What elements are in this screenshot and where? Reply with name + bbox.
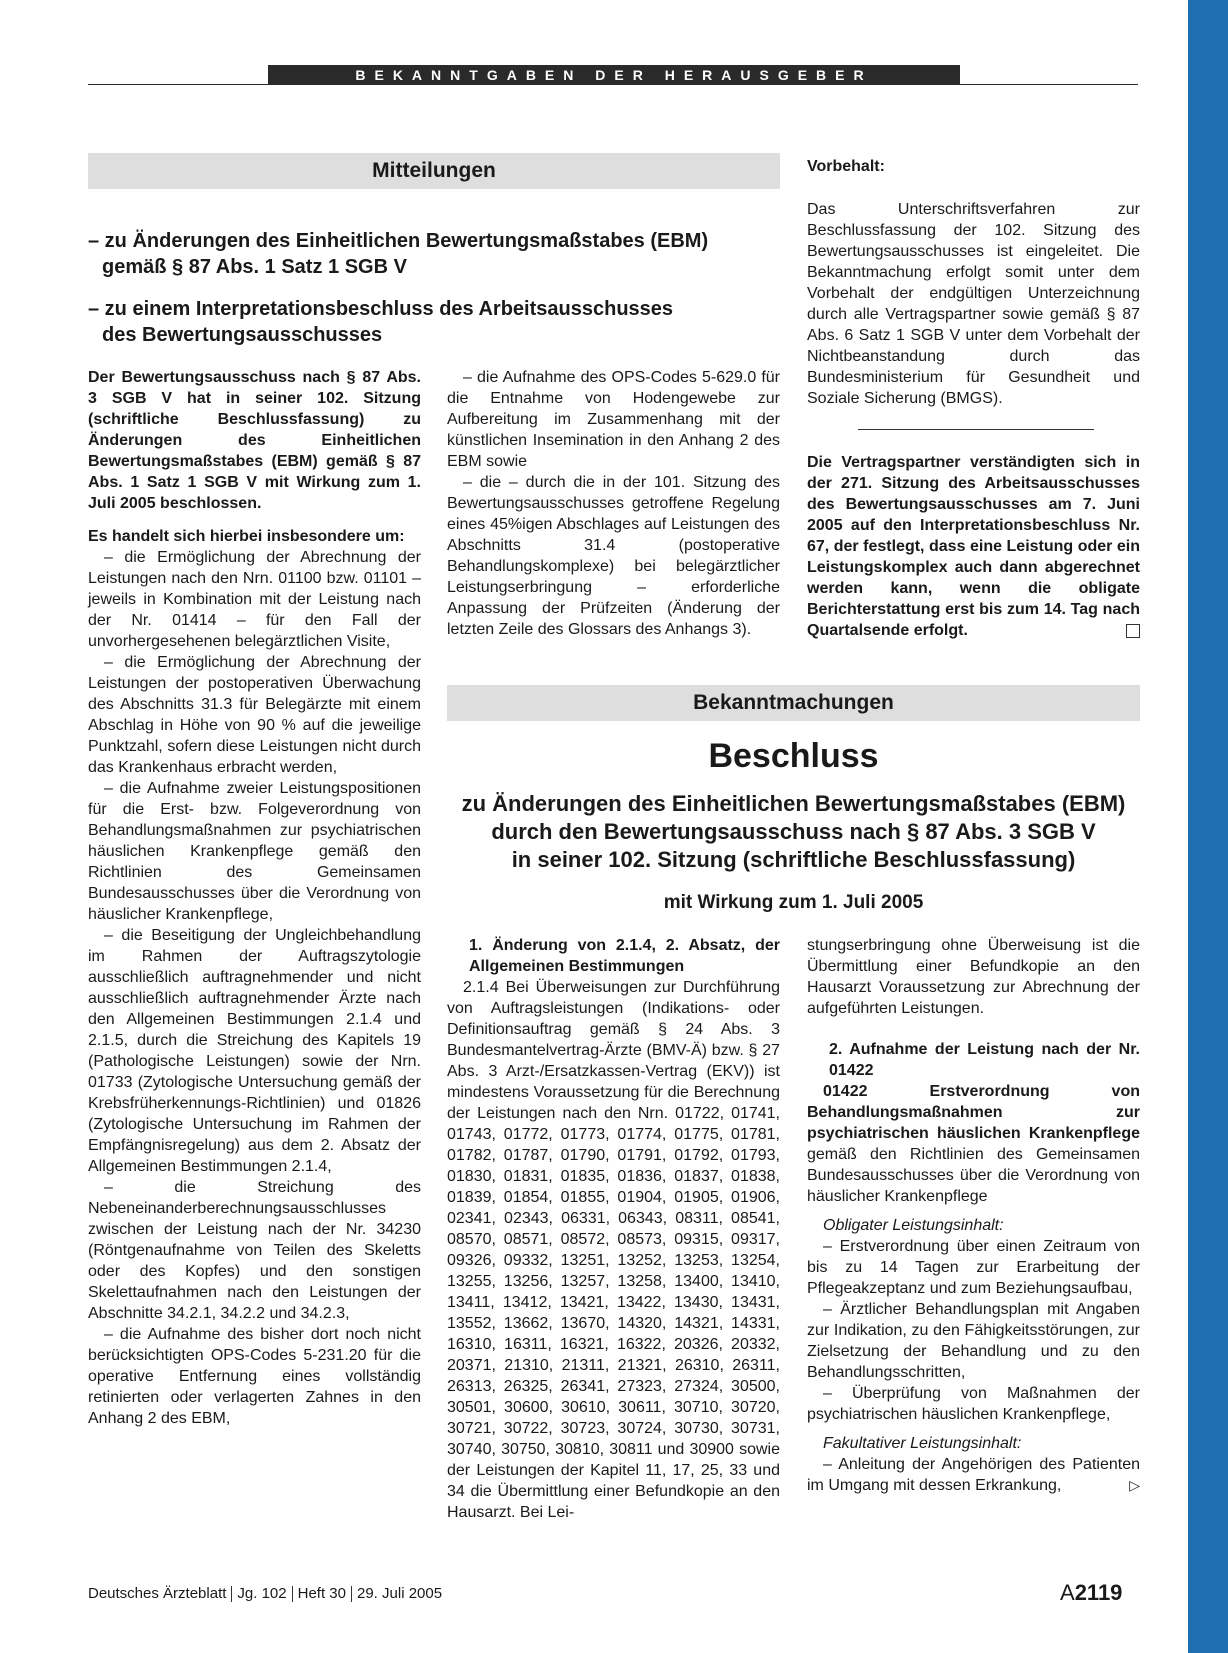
subhead-1-line-1: – zu Änderungen des Einheitlichen Bewertungsmaßstabes (EBM): [88, 230, 709, 252]
fakultativ-item-text: – Anleitung der Angehörigen des Patienten im Umgang mit dessen Erkrankung,: [807, 1456, 1140, 1494]
subhead-2-line-1: – zu einem Interpretationsbeschluss des Arbeitsausschusses: [88, 298, 674, 320]
list-item: – die Ermöglichung der Abrechnung der Leistungen der postoperativen Überwachung des Abschnitts 31.3 für Belegärzte mit einem Abschlag in Höhe von 90 % auf die jeweilige Punktzahl, sofern diese Leistungen nicht durch das Krankenhaus erbracht werden,: [88, 654, 421, 776]
mitteilungen-column-3: [807, 156, 1140, 409]
section-banner: BEKANNTGABEN DER HERAUSGEBER: [268, 65, 960, 85]
list-item: – die Ermöglichung der Abrechnung der Leistungen nach den Nrn. 01100 bzw. 01101 – jeweils in Kombination mit der Leistung nach der Nr. 01414 – für den Fall der unvorhergesehenen belegärztlichen Visite,: [88, 549, 421, 650]
list-heading: Es handelt sich hierbei insbesondere um:: [88, 528, 405, 545]
bekanntmachungen-heading: Bekanntmachungen: [447, 685, 1140, 721]
section-2-heading: 2. Aufnahme der Leistung nach der Nr. 01422: [829, 1041, 1140, 1079]
column-divider: [858, 429, 1094, 430]
subhead-2-line-2: des Bewertungsausschusses: [102, 324, 383, 346]
list-item: – die – durch die in der 101. Sitzung des Bewertungsausschusses getroffene Regelung eines 45%igen Abschlages auf Leistungen des Abschnitts 31.4 (postoperative Behandlungskomplexe) bei belegärztlicher Leistungserbringung – erforderliche Anpassung der Prüfzeiten (Änderung der letzten Zeile des Glossars des Anhangs 3).: [447, 474, 780, 638]
end-of-article-icon: [1126, 624, 1140, 638]
intro-paragraph: Der Bewertungsausschuss nach § 87 Abs. 3 SGB V hat in seiner 102. Sitzung (schriftliche Beschlussfassung) zu Änderungen des Einheitlichen Bewertungsmaßstabes (EBM) gemäß § 87 Abs. 1 Satz 1 SGB V mit Wirkung zum 1. Juli 2005 beschlossen.: [88, 369, 421, 512]
subtitle-line-2: durch den Bewertungsausschuss nach § 87 Abs. 3 SGB V: [491, 819, 1096, 844]
obligat-heading: Obligater Leistungsinhalt:: [823, 1217, 1004, 1234]
mitteilungen-subhead-1: [88, 228, 788, 280]
section-2-text: [807, 1081, 1140, 1207]
list-item: – die Aufnahme des bisher dort noch nicht berücksichtigten OPS-Codes 5-231.20 für die operative Entfernung eines vollständig retinierten oder verlagerten Zahnes in den Anhang 2 des EBM,: [88, 1326, 421, 1427]
page-number: [1060, 1580, 1122, 1606]
beschluss-column-b: [807, 935, 1140, 1496]
mitteilungen-heading: Mitteilungen: [88, 153, 780, 189]
continue-arrow-icon: ▷: [1129, 1477, 1140, 1493]
list-item: – die Aufnahme des OPS-Codes 5-629.0 für die Entnahme von Hodengewebe zur Aufbereitung im Zusammenhang mit der künstlichen Insemination in den Anhang 2 des EBM sowie: [447, 369, 780, 470]
interpretation-block: [807, 452, 1140, 641]
beschluss-column-a: [447, 935, 780, 1523]
volume: Jg. 102: [237, 1585, 287, 1602]
list-item: – die Beseitigung der Ungleichbehandlung im Rahmen der Auftragszytologie ausschließlich auftragnehmender und nicht ausschließlich auftragnehmender Ärzte nach den Allgemeinen Bestimmungen 2.1.4 und 2.1.5, durch die Streichung des Kapitels 19 (Pathologische Leistungen) sowie der Nrn. 01733 (Zytologische Untersuchung gemäß der Krebsfrüherkennungs-Richtlinien) und 01826 (Zytologische Untersuchung im Rahmen der Empfängnisregelung) aus dem 2. Absatz der Allgemeinen Bestimmungen 2.1.4,: [88, 927, 421, 1175]
subhead-1-line-2: gemäß § 87 Abs. 1 Satz 1 SGB V: [102, 256, 407, 278]
page-number-value: 2119: [1074, 1580, 1123, 1605]
footer-separator: [292, 1586, 293, 1602]
journal-name: Deutsches Ärzteblatt: [88, 1585, 227, 1602]
issue-date: 29. Juli 2005: [357, 1585, 443, 1602]
beschluss-title: Beschluss: [708, 737, 879, 775]
subtitle-line-1: zu Änderungen des Einheitlichen Bewertungsmaßstabes (EBM): [461, 791, 1126, 816]
list-item: – die Streichung des Nebeneinanderberechnungsausschlusses zwischen der Leistung nach der Nr. 34230 (Röntgenaufnahme von Teilen des Skeletts oder des Kopfes) und den sonstigen Skelettaufnahmen nach den Leistungen der Abschnitte 34.2.1, 34.2.2 und 34.2.3,: [88, 1179, 421, 1322]
leistung-description: gemäß den Richtlinien des Gemeinsamen Bundesausschusses über die Verordnung von häuslicher Krankenpflege: [807, 1146, 1140, 1205]
list-item: – Erstverordnung über einen Zeitraum von bis zu 14 Tagen zur Erarbeitung der Pflegeakzeptanz und zum Beziehungsaufbau,: [807, 1238, 1140, 1297]
list-item: – Ärztlicher Behandlungsplan mit Angaben zur Indikation, zu den Fähigkeitsstörungen, zur Zielsetzung der Behandlung und zu den Behandlungsschritten,: [807, 1301, 1140, 1381]
vorbehalt-heading: Vorbehalt:: [807, 158, 885, 175]
interpretation-paragraph: [807, 452, 1140, 641]
subtitle-line-3: in seiner 102. Sitzung (schriftliche Beschlussfassung): [511, 847, 1076, 872]
page-prefix: A: [1060, 1580, 1075, 1605]
mitteilungen-column-2: [447, 367, 780, 640]
effective-date: mit Wirkung zum 1. Juli 2005: [663, 892, 924, 913]
list-item: – die Aufnahme zweier Leistungspositionen für die Erst- bzw. Folgeverordnung von Behandlungsmaßnahmen zur psychiatrischen häuslichen Krankenpflege gemäß den Richtlinien des Gemeinsamen Bundesausschusses über die Verordnung von häuslicher Krankenpflege,: [88, 780, 421, 923]
mitteilungen-subhead-2: [88, 296, 788, 348]
section-1-heading: 1. Änderung von 2.1.4, 2. Absatz, der Allgemeinen Bestimmungen: [469, 937, 780, 975]
beschluss-subtitle: [447, 790, 1140, 874]
interpretation-text: Die Vertragspartner verständigten sich in der 271. Sitzung des Arbeitsausschusses des Bewertungsausschusses am 7. Juni 2005 auf den Interpretationsbeschluss Nr. 67, der festlegt, dass eine Leistung oder ein Leistungskomplex auch dann abgerechnet werden kann, wenn die obligate Berichterstattung erst bis zum 14. Tag nach Quartalsende erfolgt.: [807, 454, 1140, 639]
footer-separator: [231, 1586, 232, 1602]
list-item: – Überprüfung von Maßnahmen der psychiatrischen häuslichen Krankenpflege,: [807, 1385, 1140, 1423]
list-item: [807, 1454, 1140, 1496]
page-edge-bar: [1188, 0, 1228, 1653]
mitteilungen-column-1: [88, 367, 421, 1429]
section-1-text: 2.1.4 Bei Überweisungen zur Durchführung von Auftragsleistungen (Indikations- oder Definitionsauftrag gemäß § 24 Abs. 3 Bundesmantelvertrag-Ärzte (BMV-Ä) bzw. § 27 Abs. 3 Arzt-/Ersatzkassen-Vertrag (EKV)) ist mindestens Voraussetzung für die Berechnung der Leistungen nach den Nrn. 01722, 01741, 01743, 01772, 01773, 01774, 01775, 01781, 01782, 01787, 01790, 01791, 01792, 01793, 01830, 01831, 01835, 01836, 01837, 01838, 01839, 01854, 01855, 01904, 01905, 01906, 02341, 02343, 06331, 06343, 08311, 08541, 08570, 08571, 08572, 08573, 09315, 09317, 09326, 09332, 13251, 13252, 13253, 13254, 13255, 13256, 13257, 13258, 13400, 13410, 13411, 13412, 13421, 13422, 13430, 13431, 13552, 13662, 13670, 14320, 14321, 14331, 16310, 16311, 16321, 16322, 20326, 20332, 20371, 21310, 21311, 21321, 26310, 26311, 26313, 26325, 26341, 27323, 27324, 30500, 30501, 30600, 30610, 30611, 30710, 30720, 30721, 30722, 30723, 30724, 30730, 30731, 30740, 30750, 30810, 30811 und 30900 sowie der Leistungen der Kapitel 11, 17, 25, 33 und 34 die Übermittlung einer Befundkopie an den Hausarzt. Bei Lei-: [447, 979, 780, 1521]
leistung-title: 01422 Erstverordnung von Behandlungsmaßnahmen zur psychiatrischen häuslichen Krankenpflege: [807, 1083, 1140, 1142]
issue: Heft 30: [297, 1585, 346, 1602]
header-rule: [88, 84, 1138, 85]
section-1-continuation: stungserbringung ohne Überweisung ist die Übermittlung einer Befundkopie an den Hausarzt Voraussetzung zur Abrechnung der aufgeführten Leistungen.: [807, 937, 1140, 1017]
footer-citation: [88, 1585, 442, 1602]
fakultativ-heading: Fakultativer Leistungsinhalt:: [823, 1435, 1022, 1452]
vorbehalt-text: Das Unterschriftsverfahren zur Beschlussfassung der 102. Sitzung des Bewertungsausschusses ist eingeleitet. Die Bekanntmachung erfolgt somit unter dem Vorbehalt der endgültigen Unterzeichnung durch alle Vertragspartner sowie gemäß § 87 Abs. 6 Satz 1 SGB V unter dem Vorbehalt der Nichtbeanstandung durch das Bundesministerium für Gesundheit und Soziale Sicherung (BMGS).: [807, 201, 1140, 407]
footer-separator: [351, 1586, 352, 1602]
